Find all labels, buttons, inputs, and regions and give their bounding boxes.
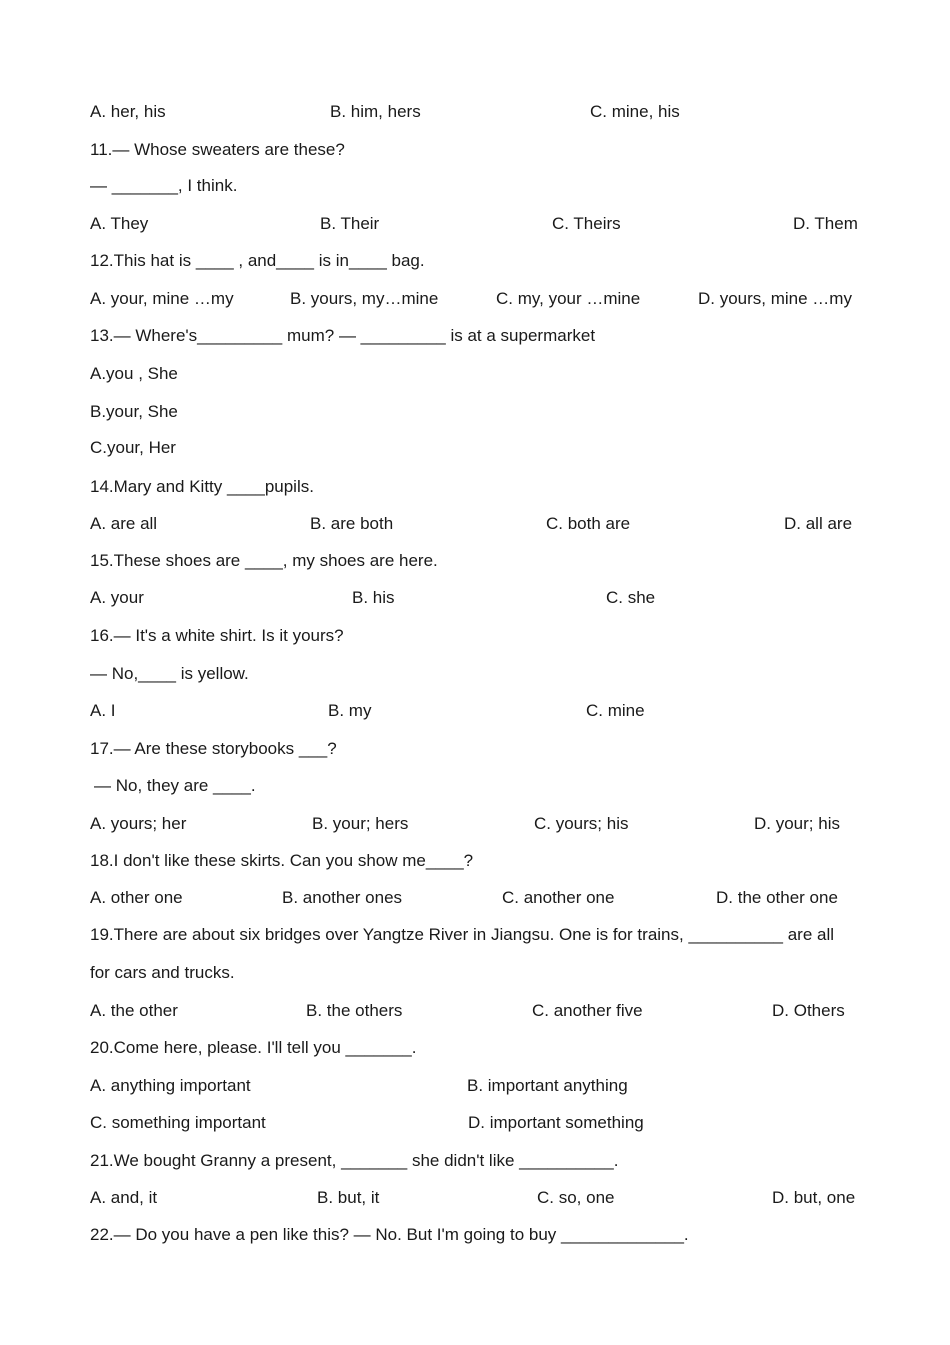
q15-options [90, 588, 890, 608]
q12-option-b: B. yours, my…mine [290, 289, 439, 308]
q17-options [90, 814, 890, 834]
q16-answer-line: — No,____ is yellow. [90, 664, 249, 683]
q11-option-c: C. Theirs [552, 214, 621, 233]
q18-option-d: D. the other one [716, 888, 838, 907]
q17-option-a: A. yours; her [90, 814, 187, 833]
q16-option-c: C. mine [586, 701, 645, 720]
q13-option-a: A.you , She [90, 364, 178, 383]
q11-option-d: D. Them [793, 214, 858, 233]
q12-option-a: A. your, mine …my [90, 289, 234, 308]
q11-option-a: A. They [90, 214, 149, 233]
q17-option-d: D. your; his [754, 814, 840, 833]
q15-question: 15.These shoes are ____, my shoes are here. [90, 551, 438, 570]
q11-question: 11.— Whose sweaters are these? [90, 140, 345, 159]
q16-option-a: A. I [90, 701, 116, 720]
q12-option-d: D. yours, mine …my [698, 289, 852, 308]
q11-option-b: B. Their [320, 214, 380, 233]
q19-option-d: D. Others [772, 1001, 845, 1020]
q10-option-b: B. him, hers [330, 102, 421, 121]
q15-option-c: C. she [606, 588, 656, 607]
q18-question: 18.I don't like these skirts. Can you show me____? [90, 851, 474, 870]
q21-question: 21.We bought Granny a present, _______ she didn't like __________. [90, 1151, 619, 1170]
q17-answer-line: — No, they are ____. [94, 776, 256, 795]
q17-option-b: B. your; hers [312, 814, 409, 833]
q19-option-c: C. another five [532, 1001, 643, 1020]
q19-question: 19.There are about six bridges over Yangtze River in Jiangsu. One is for trains, __________ are all [90, 925, 835, 944]
q18-options [90, 888, 890, 908]
q19-options [90, 1001, 890, 1021]
q18-option-b: B. another ones [282, 888, 403, 907]
q21-option-b: B. but, it [317, 1188, 380, 1207]
q11-answer-line: — _______, I think. [90, 176, 238, 195]
q14-question: 14.Mary and Kitty ____pupils. [90, 477, 314, 496]
q13-question: 13.— Where's_________ mum? — _________ is at a supermarket [90, 326, 596, 345]
q19-question-cont: for cars and trucks. [90, 963, 235, 982]
q15-option-a: A. your [90, 588, 144, 607]
q12-option-c: C. my, your …mine [496, 289, 641, 308]
q22-question: 22.— Do you have a pen like this? — No. But I'm going to buy _____________. [90, 1225, 689, 1244]
q10-option-c: C. mine, his [590, 102, 680, 121]
q16-question: 16.— It's a white shirt. Is it yours? [90, 626, 344, 645]
q12-options [90, 289, 890, 309]
q14-options [90, 514, 890, 534]
q20-option-d: D. important something [468, 1113, 644, 1132]
q15-option-b: B. his [352, 588, 395, 607]
q20-options-row2 [90, 1113, 890, 1133]
q20-option-c: C. something important [90, 1113, 266, 1132]
q10-option-a: A. her, his [90, 102, 166, 121]
q14-option-c: C. both are [546, 514, 631, 533]
q10-options [90, 102, 890, 122]
q17-option-c: C. yours; his [534, 814, 629, 833]
q19-option-b: B. the others [306, 1001, 403, 1020]
q20-option-a: A. anything important [90, 1076, 251, 1095]
q18-option-a: A. other one [90, 888, 183, 907]
q21-option-a: A. and, it [90, 1188, 158, 1207]
q14-option-b: B. are both [310, 514, 394, 533]
q19-option-a: A. the other [90, 1001, 178, 1020]
q20-option-b: B. important anything [467, 1076, 628, 1095]
q16-options [90, 701, 890, 721]
q14-option-a: A. are all [90, 514, 158, 533]
q11-options [90, 214, 890, 234]
q13-option-c: C.your, Her [90, 438, 176, 457]
q14-option-d: D. all are [784, 514, 853, 533]
q13-option-b: B.your, She [90, 402, 178, 421]
q17-question: 17.— Are these storybooks ___? [90, 739, 337, 758]
q20-question: 20.Come here, please. I'll tell you _______. [90, 1038, 417, 1057]
q12-question: 12.This hat is ____ , and____ is in____ bag. [90, 251, 425, 270]
q20-options-row1 [90, 1076, 890, 1096]
q21-option-c: C. so, one [537, 1188, 615, 1207]
q16-option-b: B. my [328, 701, 372, 720]
q21-options [90, 1188, 890, 1208]
q18-option-c: C. another one [502, 888, 615, 907]
q21-option-d: D. but, one [772, 1188, 856, 1207]
